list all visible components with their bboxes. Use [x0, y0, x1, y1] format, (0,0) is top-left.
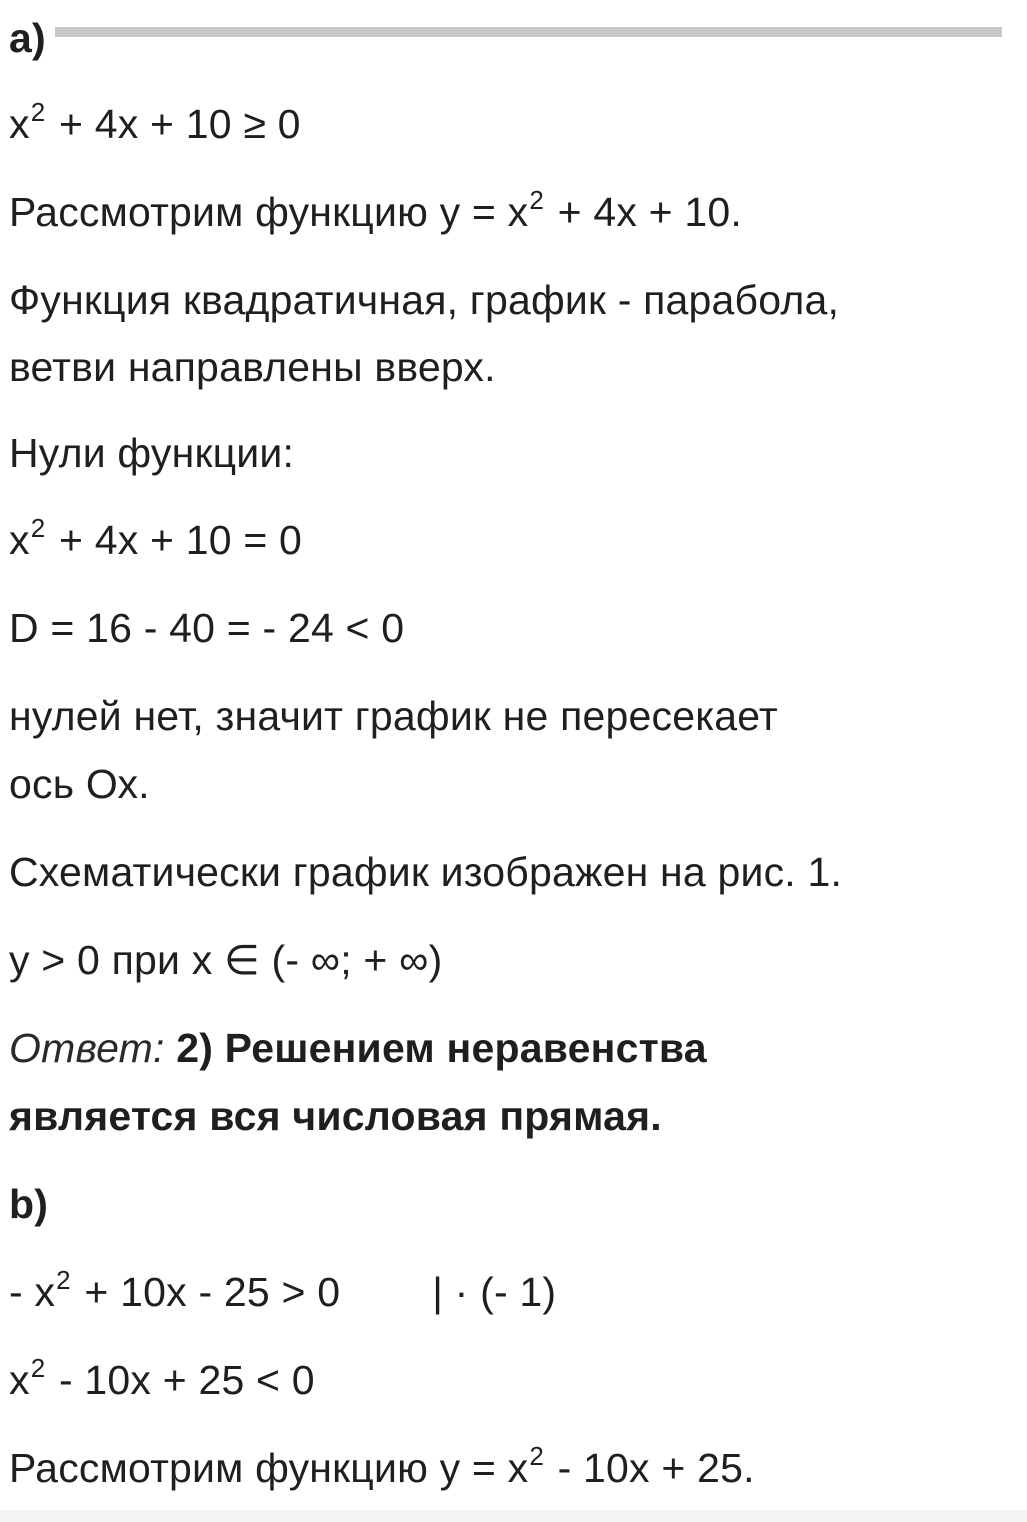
part-a-answer-line2: является вся числовая прямая. — [9, 1093, 662, 1139]
part-b-transformed-inequality: $x^2 - 10x + 25 < 0$ — [9, 1353, 315, 1403]
bottom-edge — [0, 1510, 1027, 1522]
part-a-no-zeros-line1: нулей нет, значит график не пересекает — [9, 693, 778, 739]
part-a-result: y > 0 при x ∈ (- ∞; + ∞) — [9, 937, 443, 983]
part-a-description-line2: ветви направлены вверх. — [9, 344, 496, 390]
answer-label: Ответ: — [9, 1025, 165, 1071]
part-a-consider-function: Рассмотрим функцию $y = x^2 + 4x + 10$. — [9, 185, 742, 235]
part-a-description-line1: Функция квадратичная, график - парабола, — [9, 277, 840, 323]
part-a-equation: $x^2 + 4x + 10 = 0$ — [9, 513, 303, 563]
part-b-consider-function: Рассмотрим функцию $y = x^2 - 10x + 25$. — [9, 1441, 755, 1491]
part-a-discriminant: D = 16 - 40 = - 24 < 0 — [9, 605, 405, 651]
part-a-inequality: $x^2 + 4x + 10 \ge 0$ — [9, 97, 301, 147]
top-separator-bar — [55, 27, 1002, 37]
part-a-no-zeros-line2: ось Ох. — [9, 761, 150, 807]
part-a-answer-line1: Ответ: 2) Решением неравенства — [9, 1025, 707, 1071]
multiplier-note: | · (- 1) — [432, 1269, 557, 1315]
part-b-label: b) — [9, 1181, 49, 1227]
part-a-label: a) — [9, 15, 46, 61]
part-b-inequality: - $x^2 + 10x - 25 > 0$ | · (- 1) — [9, 1265, 557, 1315]
part-a-zeros-label: Нули функции: — [9, 430, 295, 476]
part-a-schematic-note: Схематически график изображен на рис. 1. — [9, 849, 843, 895]
